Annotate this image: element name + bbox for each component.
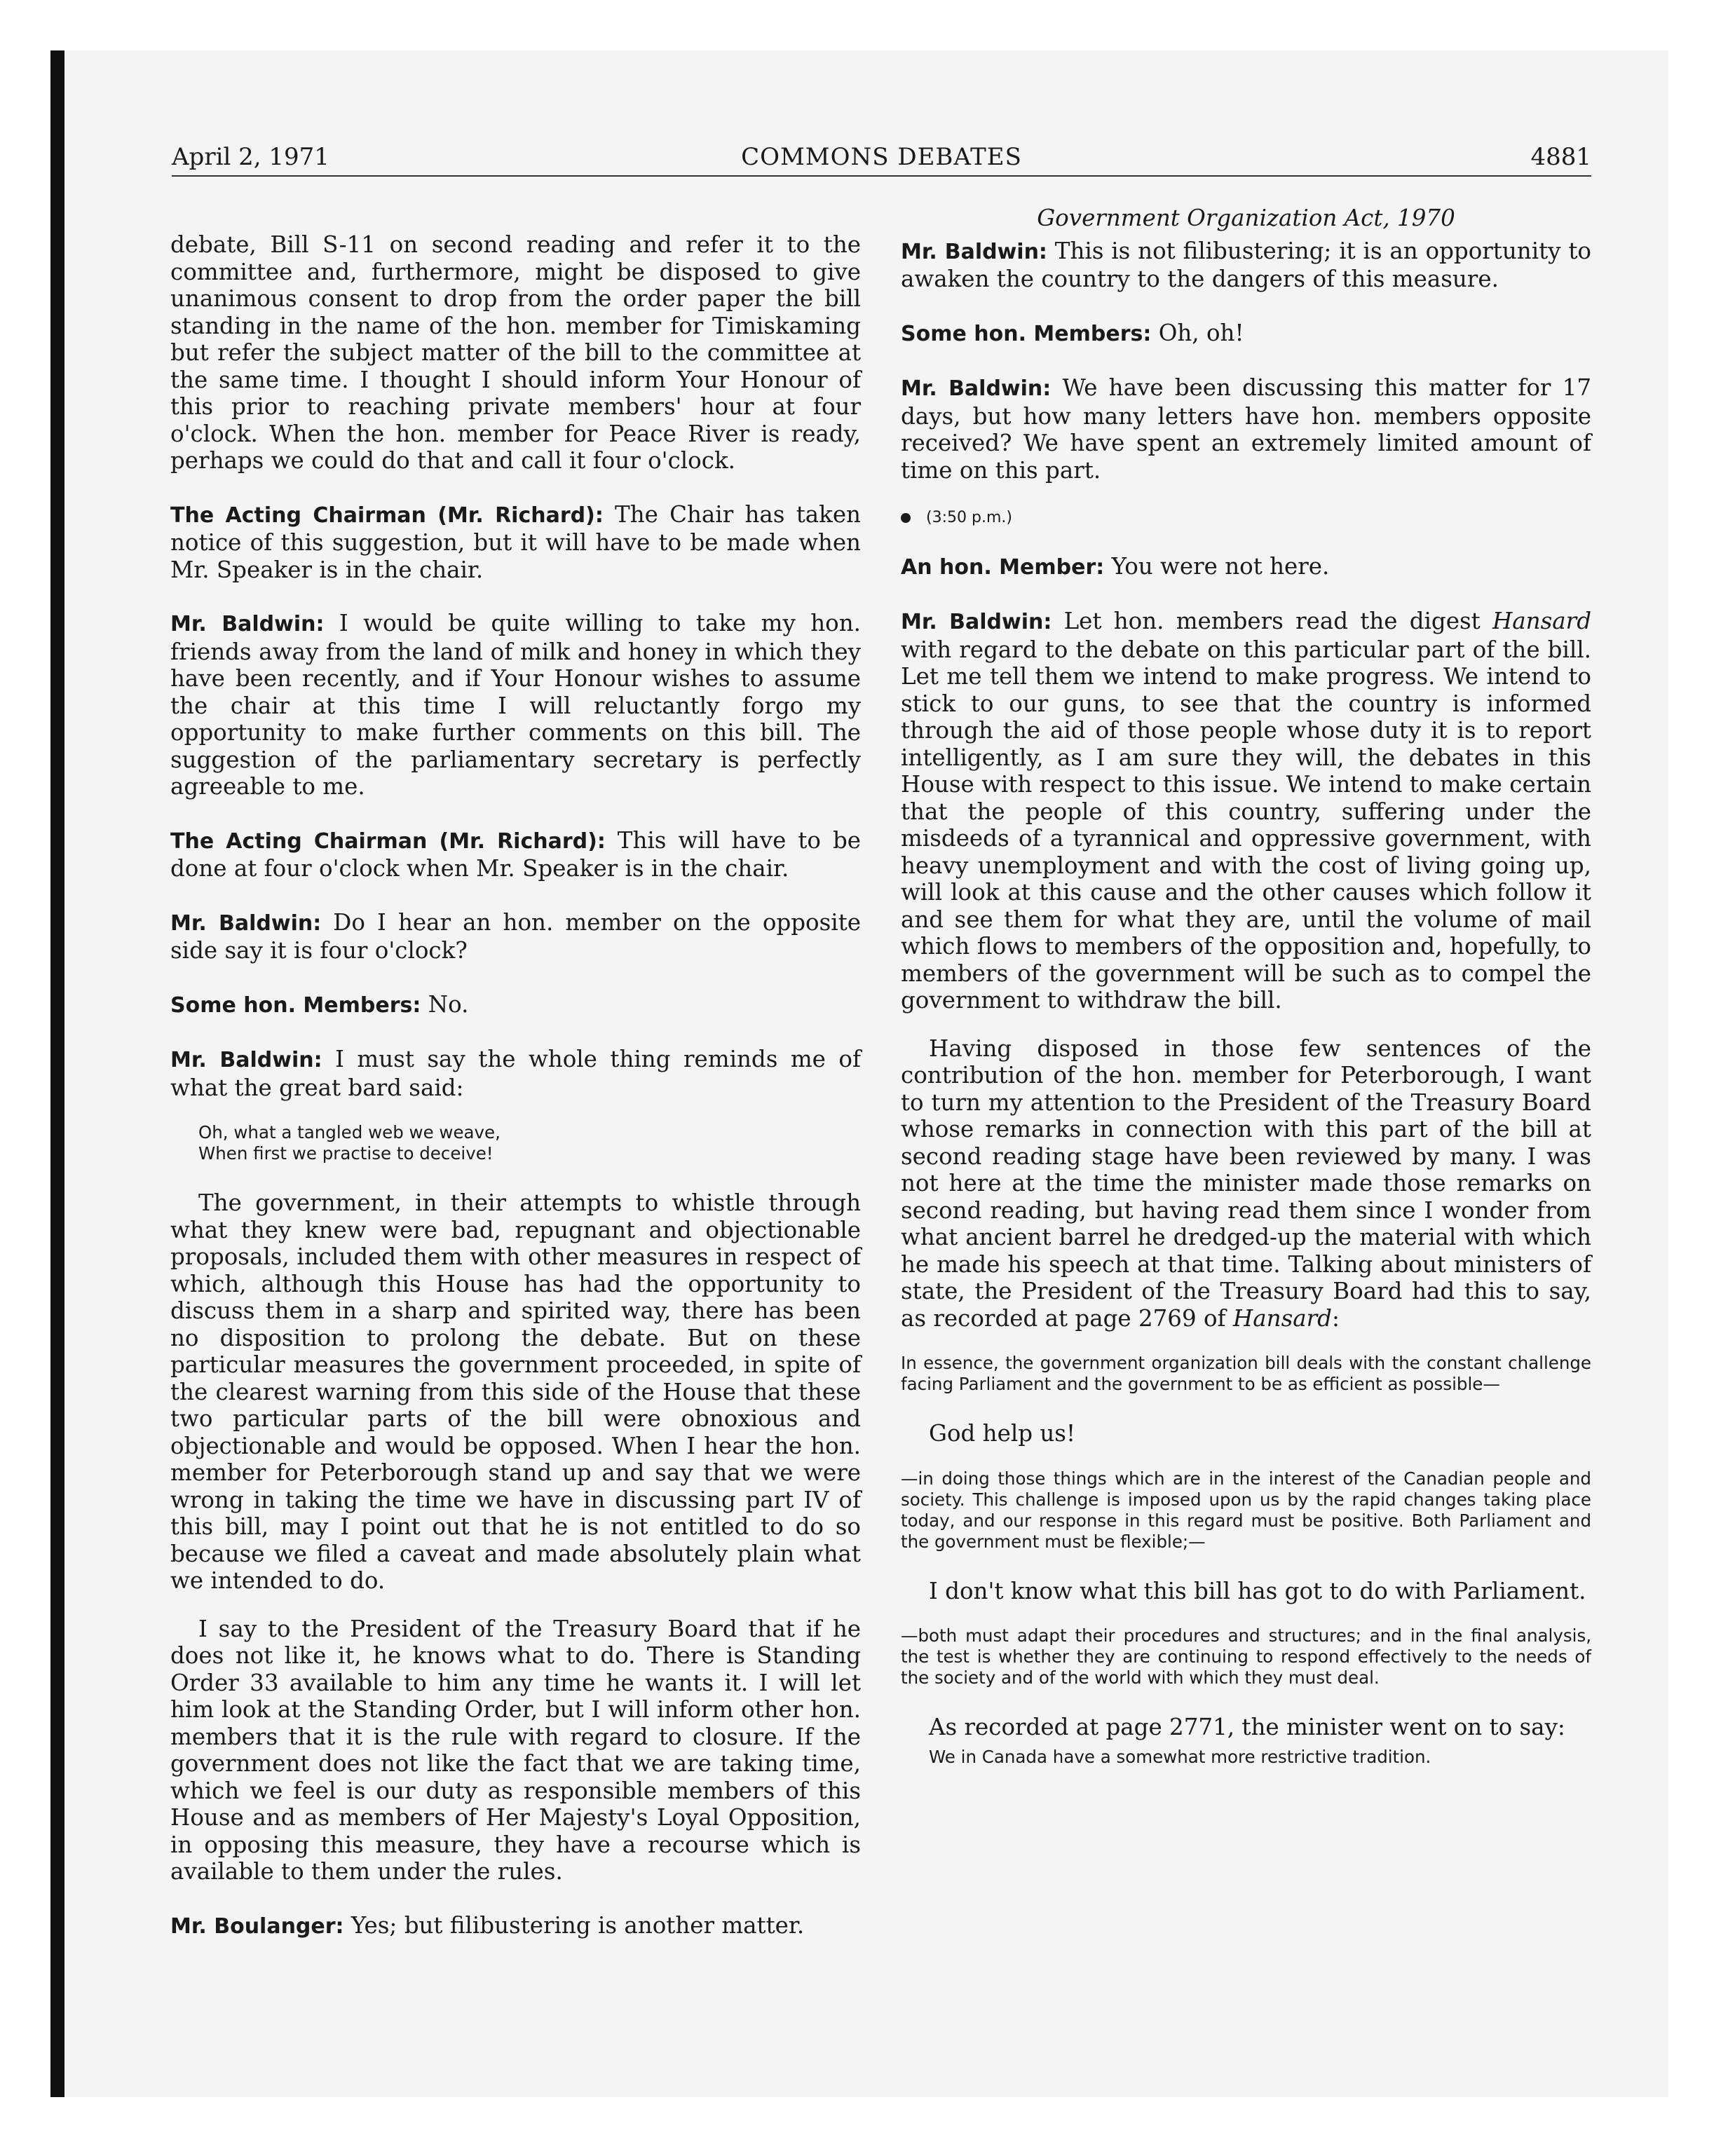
- speech-text: :: [1331, 1304, 1340, 1332]
- speech-text: Yes; but filibustering is another matter.: [343, 1911, 805, 1939]
- speech-text: I would be quite willing to take my hon. friends away from the land of milk and honey in which they have been recently, and if Your Honour wishes to assume the chair at this time I will reluctantly forgo my opportunity to make further comments on this bill. The suggestion of the parliamentary secretary is perfectly agreeable to me.: [170, 610, 862, 800]
- paragraph: [170, 1912, 861, 1941]
- paragraph: [170, 610, 861, 800]
- paragraph: [170, 1046, 861, 1101]
- left-column: [170, 231, 861, 1967]
- speaker-name: Mr. Baldwin:: [901, 376, 1052, 401]
- speech-text: This is not filibustering; it is an opportunity to awaken the country to the dangers of this measure.: [901, 237, 1591, 292]
- paragraph: [901, 320, 1591, 348]
- paragraph: [170, 501, 861, 584]
- paragraph: As recorded at page 2771, the minister went on to say:: [929, 1714, 1565, 1740]
- paragraph: The government, in their attempts to whistle through what they knew were bad, repugnant and objectionable proposals, included them with other measures in respect of which, although this House has had the opportunity to discuss them in a sharp and spirited way, there has been no disposition to prolong the debate. But on these particular measures the government proceeded, in spite of the clearest warning from this side of the House that these two particular parts of the bill were obnoxious and objectionable and would be opposed. When I hear the hon. member for Peterborough stand up and say that we were wrong in taking the time we have in discussing part IV of this bill, may I point out that he is not entitled to do so because we filed a caveat and made absolutely plain what we intended to do.: [170, 1189, 861, 1594]
- block-quote: In essence, the government organization bill deals with the constant challenge facing Parliament and the government to be as efficient as possible—: [901, 1353, 1591, 1394]
- paragraph: debate, Bill S-11 on second reading and refer it to the committee and, furthermore, might be disposed to give unanimous consent to drop from the order paper the bill standing in the name of the hon. member for Timiskaming but refer the subject matter of the bill to the committee at the same time. I thought I should inform Your Honour of this prior to reaching private members' hour at four o'clock. When the hon. member for Peace River is ready, perhaps we could do that and call it four o'clock.: [170, 231, 861, 474]
- paragraph: [170, 909, 861, 964]
- poem-quote: [170, 1122, 861, 1164]
- speaker-name: Some hon. Members:: [170, 992, 421, 1018]
- italic-text: Hansard: [1232, 1304, 1332, 1332]
- speaker-name: Mr. Boulanger:: [170, 1913, 344, 1939]
- paragraph: [901, 374, 1591, 484]
- page-header: [172, 140, 1591, 177]
- speaker-name: Some hon. Members:: [901, 321, 1152, 346]
- section-subtitle: Government Organization Act, 1970: [1037, 205, 1455, 231]
- speech-text: Oh, oh!: [1151, 319, 1244, 346]
- speech-text: We have been discussing this matter for 17 days, but how many letters have hon. members opposite received? We have spent an extremely limited amount of time on this part.: [901, 374, 1592, 484]
- speaker-name: Mr. Baldwin:: [901, 610, 1052, 634]
- header-page-number: 4881: [1530, 143, 1591, 171]
- block-quote: —in doing those things which are in the interest of the Canadian people and society. This challenge is imposed upon us by the rapid changes taking place today, and our response in this regard must be positive. Both Parliament and the government must be flexible;—: [901, 1468, 1591, 1552]
- speech-text: The Chair has taken notice of this suggestion, but it will have to be made when Mr. Speaker is in the chair.: [170, 500, 861, 583]
- speech-text: No.: [421, 990, 469, 1018]
- speaker-name: An hon. Member:: [901, 554, 1105, 580]
- speech-text: Do I hear an hon. member on the opposite side say it is four o'clock?: [170, 908, 861, 964]
- speech-text: Having disposed in those few sentences of the contribution of the hon. member for Peterborough, I want to turn my attention to the President of the Treasury Board whose remarks in connection with this part of the bill at second reading stage have been reviewed by many. I was not here at the time the minister made those remarks on second reading, but having read them since I wonder from what ancient barrel he dredged-up the material with which he made his speech at that time. Talking about ministers of state, the President of the Treasury Board had this to say, as recorded at page 2769 of: [901, 1035, 1591, 1332]
- paragraph: [170, 991, 861, 1020]
- paragraph: God help us!: [929, 1420, 1076, 1447]
- speech-text: This will have to be done at four o'clock when Mr. Speaker is in the chair.: [170, 826, 861, 882]
- paragraph: [901, 1035, 1591, 1332]
- poem-line: When first we practise to deceive!: [198, 1143, 494, 1164]
- speech-text: You were not here.: [1104, 552, 1330, 580]
- speaker-name: Mr. Baldwin:: [170, 612, 325, 636]
- paragraph: [901, 608, 1591, 1014]
- speech-text: Let hon. members read the digest: [1052, 608, 1492, 634]
- paragraph: [170, 827, 861, 882]
- speech-text: I must say the whole thing reminds me of what the great bard said:: [170, 1046, 861, 1101]
- scan-edge-bar: [50, 50, 64, 2097]
- speaker-name: Mr. Baldwin:: [901, 239, 1047, 264]
- paragraph: [901, 553, 1591, 582]
- time-text: (3:50 p.m.): [926, 509, 1012, 526]
- paragraph: I say to the President of the Treasury Board that if he does not like it, he knows what to do. There is Standing Order 33 available to him any time he wants it. I will let him look at the Standing Order, but I will inform other hon. members that it is the rule with regard to closure. If the government does not like the fact that we are taking time, which we feel is our duty as responsible members of this House and as members of Her Majesty's Loyal Opposition, in opposing this measure, they have a recourse which is available to them under the rules.: [170, 1615, 861, 1885]
- paragraph: [901, 238, 1591, 293]
- speaker-name: The Acting Chairman (Mr. Richard):: [170, 503, 604, 528]
- speaker-name: Mr. Baldwin:: [170, 1048, 322, 1072]
- bullet-icon: [901, 513, 911, 523]
- speaker-name: The Acting Chairman (Mr. Richard):: [170, 828, 606, 854]
- time-marker: [901, 505, 1591, 532]
- speaker-name: Mr. Baldwin:: [170, 910, 322, 936]
- right-column: [901, 205, 1591, 1793]
- block-quote: —both must adapt their procedures and structures; and in the final analysis, the test is whether they are continuing to respond effectively to the needs of the society and of the world with which they must deal.: [901, 1625, 1591, 1688]
- block-quote: We in Canada have a somewhat more restrictive tradition.: [929, 1746, 1431, 1767]
- paragraph: I don't know what this bill has got to do with Parliament.: [929, 1577, 1586, 1604]
- speech-text: with regard to the debate on this particular part of the bill. Let me tell them we intend to make progress. We intend to stick to our guns, to see that the country is informed through the aid of those people whose duty it is to report intelligently, as I am sure they will, the debates in this House with respect to this issue. We intend to make certain that the people of this country, suffering under the misdeeds of a tyrannical and oppressive government, with heavy unemployment and with the cost of living going up, will look at this cause and the other causes which follow it and see them for what they are, until the volume of mail which flows to members of the opposition and, hopefully, to members of the government will be such as to compel the government to withdraw the bill.: [901, 636, 1591, 1014]
- italic-text: Hansard: [1492, 608, 1591, 634]
- header-date: April 2, 1971: [172, 143, 329, 171]
- header-title: COMMONS DEBATES: [741, 143, 1022, 171]
- poem-line: Oh, what a tangled web we weave,: [198, 1122, 501, 1142]
